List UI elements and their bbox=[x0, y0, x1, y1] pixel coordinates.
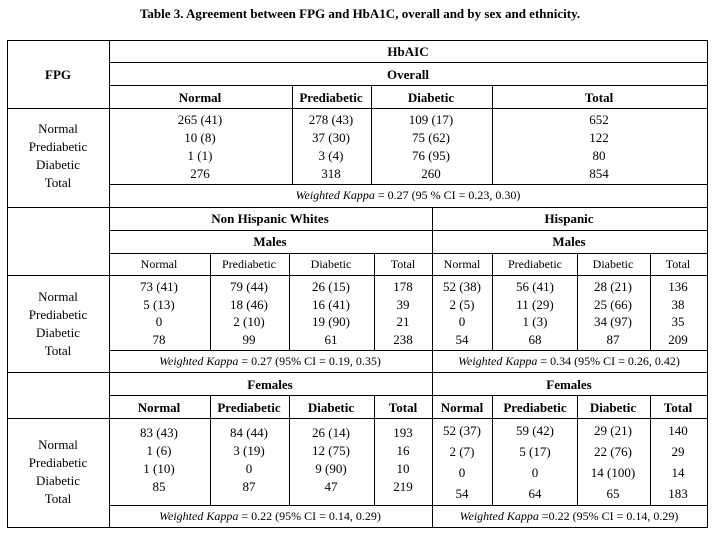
cell: 178 bbox=[393, 279, 413, 294]
rule bbox=[707, 40, 708, 528]
data-column bbox=[312, 278, 350, 348]
cell: 1 (10) bbox=[143, 461, 175, 476]
column-header: Normal bbox=[178, 90, 222, 105]
rule bbox=[109, 350, 707, 351]
cell: 219 bbox=[393, 479, 413, 494]
cell: 276 bbox=[190, 166, 210, 181]
cell: 18 (46) bbox=[230, 296, 268, 312]
fpg-header: FPG bbox=[45, 67, 71, 82]
row-labels bbox=[29, 288, 87, 360]
row-label: Prediabetic bbox=[28, 307, 88, 322]
cell: 87 bbox=[606, 331, 620, 347]
rule bbox=[109, 505, 707, 506]
kappa-value: = 0.22 (95% CI = 0.14, 0.29) bbox=[238, 509, 381, 523]
cell: 59 (42) bbox=[516, 423, 554, 438]
kappa-label: Weighted Kappa bbox=[159, 354, 239, 368]
row-label: Total bbox=[44, 175, 72, 190]
kappa-line bbox=[296, 188, 521, 203]
cell: 2 (7) bbox=[449, 444, 475, 459]
cell: 34 (97) bbox=[594, 314, 632, 329]
cell: 193 bbox=[393, 425, 413, 440]
column-header: Diabetic bbox=[307, 400, 355, 415]
cell: 68 bbox=[528, 331, 542, 347]
rule bbox=[7, 207, 707, 208]
column-header: Prediabetic bbox=[508, 257, 562, 271]
rule bbox=[371, 85, 372, 184]
rule bbox=[289, 395, 290, 505]
data-column bbox=[140, 278, 178, 348]
rule bbox=[577, 395, 578, 505]
overall-header: Overall bbox=[387, 67, 429, 82]
column-header: Diabetic bbox=[589, 400, 637, 415]
cell: 14 (100) bbox=[590, 465, 636, 480]
rule bbox=[109, 184, 707, 185]
cell: 19 (90) bbox=[312, 314, 350, 329]
cell: 3 (19) bbox=[233, 443, 265, 458]
cell: 47 bbox=[324, 479, 338, 494]
cell: 278 (43) bbox=[308, 112, 354, 127]
rule bbox=[650, 395, 651, 505]
data-column bbox=[668, 420, 688, 504]
column-header: Prediabetic bbox=[222, 257, 276, 271]
kappa-line bbox=[458, 354, 680, 369]
column-header: Diabetic bbox=[407, 90, 455, 105]
cell: 1 (6) bbox=[146, 443, 172, 458]
data-column bbox=[230, 424, 268, 496]
column-header: Normal bbox=[440, 400, 484, 415]
cell: 52 (38) bbox=[443, 279, 481, 294]
kappa-line bbox=[159, 509, 381, 524]
cell: 5 (17) bbox=[519, 444, 551, 459]
kappa-label: Weighted Kappa bbox=[459, 509, 539, 523]
cell: 11 (29) bbox=[516, 296, 554, 312]
column-header: Total bbox=[390, 257, 416, 271]
data-column bbox=[140, 424, 178, 496]
rule bbox=[210, 253, 211, 350]
cell: 265 (41) bbox=[177, 112, 223, 127]
column-header: Diabetic bbox=[592, 257, 634, 271]
cell: 122 bbox=[589, 130, 609, 145]
cell: 65 bbox=[606, 486, 620, 501]
data-column bbox=[443, 278, 481, 348]
column-header: Prediabetic bbox=[217, 400, 281, 415]
rule bbox=[292, 85, 293, 184]
cell: 260 bbox=[421, 166, 441, 181]
rule bbox=[492, 253, 493, 350]
rule bbox=[210, 395, 211, 505]
row-label: Diabetic bbox=[35, 325, 81, 340]
rule bbox=[492, 395, 493, 505]
hba1c-header: HbAIC bbox=[387, 44, 429, 59]
sex-header: Females bbox=[546, 377, 592, 392]
cell: 1 (3) bbox=[522, 314, 548, 329]
kappa-value: = 0.27 (95% CI = 0.19, 0.35) bbox=[238, 354, 381, 368]
data-column bbox=[516, 278, 554, 348]
kappa-line bbox=[159, 354, 381, 369]
cell: 83 (43) bbox=[140, 425, 178, 440]
rule bbox=[650, 253, 651, 350]
rule bbox=[577, 253, 578, 350]
row-labels bbox=[29, 120, 87, 192]
cell: 2 (5) bbox=[449, 296, 475, 312]
rule bbox=[109, 40, 110, 207]
cell: 136 bbox=[668, 279, 688, 294]
cell: 209 bbox=[668, 331, 688, 347]
column-header: Total bbox=[665, 257, 691, 271]
row-label: Total bbox=[44, 491, 72, 506]
cell: 54 bbox=[455, 331, 469, 347]
rule bbox=[7, 108, 707, 109]
row-label: Diabetic bbox=[35, 157, 81, 172]
rule bbox=[374, 253, 375, 350]
cell: 64 bbox=[528, 486, 542, 501]
data-column bbox=[230, 278, 268, 348]
cell: 61 bbox=[324, 331, 338, 347]
cell: 10 (8) bbox=[184, 130, 216, 145]
cell: 29 (21) bbox=[594, 423, 632, 438]
column-header: Total bbox=[663, 400, 693, 415]
cell: 0 bbox=[458, 465, 466, 480]
cell: 75 (62) bbox=[412, 130, 450, 145]
rule bbox=[7, 40, 708, 41]
rule bbox=[7, 418, 707, 419]
rule bbox=[109, 85, 707, 86]
cell: 85 bbox=[152, 479, 166, 494]
rule bbox=[109, 253, 707, 254]
sex-header: Males bbox=[253, 234, 287, 249]
column-header: Prediabetic bbox=[503, 400, 567, 415]
cell: 80 bbox=[592, 148, 606, 163]
data-column bbox=[178, 111, 222, 183]
data-column bbox=[668, 278, 688, 348]
data-column bbox=[443, 420, 481, 504]
column-header: Normal bbox=[443, 257, 481, 271]
cell: 12 (75) bbox=[312, 443, 350, 458]
cell: 39 bbox=[396, 296, 410, 312]
cell: 3 (4) bbox=[318, 148, 344, 163]
cell: 26 (14) bbox=[312, 425, 350, 440]
rule bbox=[7, 40, 8, 528]
cell: 14 bbox=[671, 465, 685, 480]
data-column bbox=[393, 424, 413, 496]
rule bbox=[374, 395, 375, 505]
sex-header: Males bbox=[552, 234, 586, 249]
cell: 26 (15) bbox=[312, 279, 350, 294]
rule bbox=[109, 395, 707, 396]
cell: 35 bbox=[671, 314, 685, 329]
column-header: Prediabetic bbox=[299, 90, 363, 105]
cell: 87 bbox=[242, 479, 256, 494]
rule bbox=[432, 207, 433, 527]
column-header: Diabetic bbox=[310, 257, 352, 271]
cell: 54 bbox=[455, 486, 469, 501]
column-header: Total bbox=[584, 90, 614, 105]
kappa-label: Weighted Kappa bbox=[458, 354, 538, 368]
cell: 21 bbox=[396, 314, 410, 329]
kappa-value: = 0.34 (95% CI = 0.26, 0.42) bbox=[537, 354, 680, 368]
cell: 10 bbox=[396, 461, 410, 476]
cell: 5 (13) bbox=[143, 296, 175, 312]
data-column bbox=[591, 420, 635, 504]
cell: 99 bbox=[242, 331, 256, 347]
cell: 73 (41) bbox=[140, 279, 178, 294]
cell: 38 bbox=[671, 296, 685, 312]
cell: 0 bbox=[458, 314, 466, 329]
rule bbox=[492, 85, 493, 184]
cell: 56 (41) bbox=[516, 279, 554, 294]
rule bbox=[7, 527, 708, 528]
cell: 78 bbox=[152, 331, 166, 347]
cell: 29 bbox=[671, 444, 685, 459]
cell: 0 bbox=[245, 461, 253, 476]
cell: 109 (17) bbox=[408, 112, 454, 127]
sex-header: Females bbox=[247, 377, 293, 392]
data-column bbox=[594, 278, 632, 348]
cell: 16 (41) bbox=[312, 296, 350, 312]
row-label: Diabetic bbox=[35, 473, 81, 488]
cell: 238 bbox=[393, 331, 413, 347]
row-label: Normal bbox=[38, 121, 78, 136]
row-label: Normal bbox=[38, 437, 78, 452]
kappa-value: =0.22 (95% CI = 0.14, 0.29) bbox=[538, 509, 679, 523]
cell: 16 bbox=[396, 443, 410, 458]
row-labels bbox=[29, 436, 87, 508]
cell: 1 (1) bbox=[187, 148, 213, 163]
cell: 2 (10) bbox=[233, 314, 265, 329]
kappa-label: Weighted Kappa bbox=[159, 509, 239, 523]
data-column bbox=[309, 111, 353, 183]
rule bbox=[109, 207, 110, 527]
cell: 76 (95) bbox=[412, 148, 450, 163]
column-header: Normal bbox=[137, 400, 181, 415]
rule bbox=[109, 62, 707, 63]
table-title: Table 3. Agreement between FPG and HbA1C, overall and by sex and ethnicity. bbox=[139, 6, 581, 21]
cell: 79 (44) bbox=[230, 279, 268, 294]
kappa-value: = 0.27 (95 % CI = 0.23, 0.30) bbox=[374, 188, 521, 202]
data-column bbox=[589, 111, 609, 183]
cell: 52 (37) bbox=[443, 423, 481, 438]
cell: 37 (30) bbox=[312, 130, 350, 145]
row-label: Prediabetic bbox=[28, 139, 88, 154]
row-label: Normal bbox=[38, 289, 78, 304]
kappa-label: Weighted Kappa bbox=[295, 188, 375, 202]
cell: 183 bbox=[668, 486, 688, 501]
data-column bbox=[393, 278, 413, 348]
row-label: Prediabetic bbox=[28, 455, 88, 470]
group-header: Non Hispanic Whites bbox=[211, 211, 329, 226]
group-header: Hispanic bbox=[544, 211, 594, 226]
cell: 9 (90) bbox=[315, 461, 347, 476]
data-column bbox=[516, 420, 554, 504]
row-label: Total bbox=[44, 343, 72, 358]
cell: 140 bbox=[668, 423, 688, 438]
cell: 22 (76) bbox=[594, 444, 632, 459]
cell: 0 bbox=[531, 465, 539, 480]
data-column bbox=[312, 424, 350, 496]
cell: 84 (44) bbox=[230, 425, 268, 440]
cell: 318 bbox=[321, 166, 341, 181]
cell: 28 (21) bbox=[594, 279, 632, 294]
cell: 652 bbox=[589, 112, 609, 127]
rule bbox=[289, 253, 290, 350]
cell: 854 bbox=[589, 166, 609, 181]
column-header: Normal bbox=[140, 257, 178, 271]
kappa-line bbox=[460, 509, 679, 524]
data-column bbox=[409, 111, 453, 183]
rule bbox=[7, 275, 707, 276]
cell: 25 (66) bbox=[594, 296, 632, 312]
rule bbox=[109, 230, 707, 231]
column-header: Total bbox=[388, 400, 418, 415]
rule bbox=[7, 372, 707, 373]
cell: 0 bbox=[155, 314, 163, 329]
